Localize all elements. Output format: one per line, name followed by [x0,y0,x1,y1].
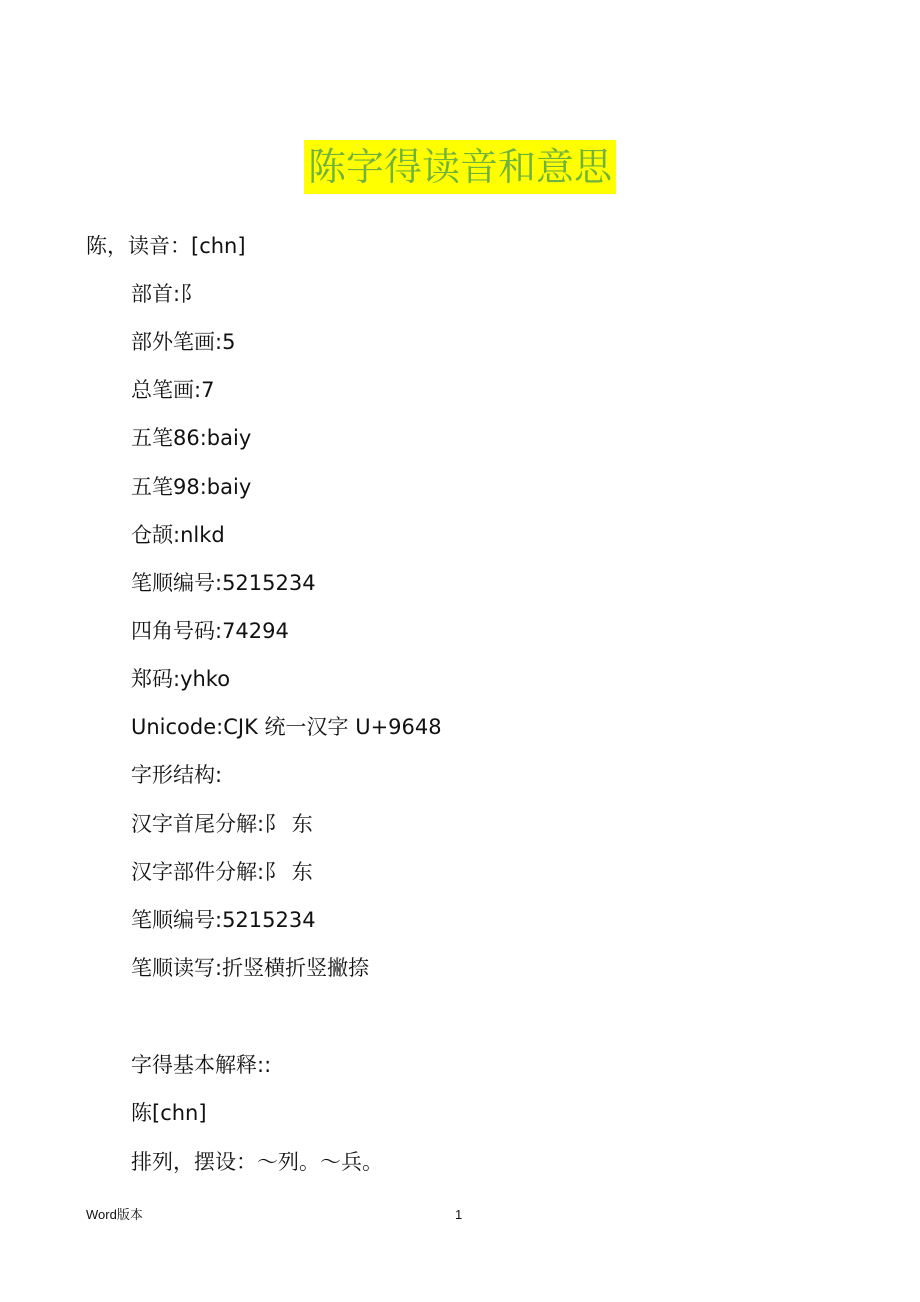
info-line-stroke-names: 笔顺读写:折竖横折竖撇捺 [131,956,370,980]
section-pinyin-line: 陈[chn] [131,1101,207,1125]
info-line-wubi98: 五笔98:baiy [131,475,252,499]
info-line-zhengma: 郑码:yhko [131,667,231,691]
info-line-total-strokes: 总笔画:7 [131,378,215,402]
info-line-radical: 部首:阝 [131,282,202,306]
page-number: 1 [455,1207,463,1222]
info-line-stroke-number: 笔顺编号:5215234 [131,571,316,595]
intro-line: 陈，读音：[chn] [86,234,246,258]
info-line-four-corner: 四角号码:74294 [131,619,289,643]
info-line-stroke-number-2: 笔顺编号:5215234 [131,908,316,932]
section-heading: 字得基本解释:: [131,1053,272,1077]
title-container [0,140,920,194]
info-line-structure: 字形结构: [131,763,223,787]
info-line-wubi86: 五笔86:baiy [131,426,252,450]
info-line-unicode: Unicode:CJK 统一汉字 U+9648 [131,715,442,739]
info-line-cangjie: 仓颉:nlkd [131,523,225,547]
document-title: 陈字得读音和意思 [304,140,616,194]
section-definition-line: 排列，摆设：～列。～兵。 [131,1150,383,1174]
footer-label: Word版本 [86,1207,143,1222]
info-line-components: 汉字部件分解:阝 东 [131,860,313,884]
info-line-outer-strokes: 部外笔画:5 [131,330,236,354]
info-line-head-tail: 汉字首尾分解:阝 东 [131,812,313,836]
